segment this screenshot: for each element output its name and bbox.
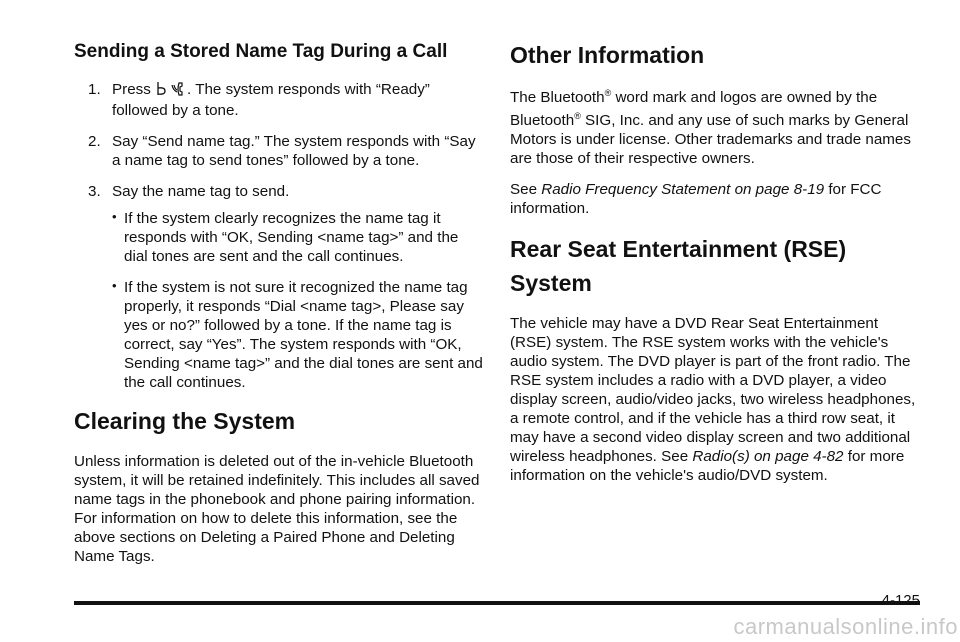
step-number: 1. bbox=[88, 81, 101, 98]
watermark: carmanualsonline.info bbox=[733, 614, 958, 639]
text-run: word mark and logos are owned by the Bluetooth bbox=[510, 89, 878, 130]
rse-paragraph bbox=[510, 314, 920, 485]
bluetooth-trademark-paragraph bbox=[510, 84, 920, 168]
heading-clearing-system: Clearing the System bbox=[74, 408, 296, 434]
push-to-talk-icon bbox=[156, 81, 168, 101]
voice-phone-icon bbox=[170, 81, 186, 101]
bullet-text: If the system clearly recognizes the name tag it responds with “OK, Sending <name tag>” and the dial tones are sent and the call continues. bbox=[124, 210, 459, 265]
registered-mark: ® bbox=[574, 111, 581, 122]
step-text: Say “Send name tag.” The system responds with “Say a name tag to send tones” followed by a tone. bbox=[112, 133, 476, 169]
step-3-bullets bbox=[112, 209, 484, 392]
text-run: for more information on the vehicle's audio/DVD system. bbox=[510, 448, 905, 485]
step-3 bbox=[74, 182, 484, 392]
step-number: 2. bbox=[88, 133, 101, 150]
fcc-paragraph bbox=[510, 180, 920, 218]
step-text: Press bbox=[112, 81, 156, 98]
steps-list bbox=[74, 80, 484, 392]
step-text: . The system responds with “Ready” followed by a tone. bbox=[112, 81, 430, 119]
heading-other-information: Other Information bbox=[510, 42, 705, 68]
radio-page-link[interactable]: Radio(s) on page 4-82 bbox=[692, 448, 844, 466]
step-text: Say the name tag to send. bbox=[112, 183, 290, 200]
bullet-text: If the system is not sure it recognized the name tag properly, it responds “Dial <name tag>, Please say yes or no?” followed by a tone. If the name tag is correct, say “Yes”. The system responds with “OK, Sending <name tag>” and the dial tones are sent and the call continues. bbox=[124, 279, 483, 391]
footer-rule bbox=[74, 601, 920, 605]
bullet-icon: • bbox=[112, 278, 117, 293]
radio-frequency-link[interactable]: Radio Frequency Statement on page 8-19 bbox=[541, 181, 825, 199]
text-run: for FCC information. bbox=[510, 181, 882, 218]
text-run: The Bluetooth bbox=[510, 89, 605, 107]
right-column bbox=[510, 40, 920, 497]
text-run: SIG, Inc. and any use of such marks by General Motors is under license. Other trademarks and trade names are those of their respective owners. bbox=[510, 112, 911, 168]
registered-mark: ® bbox=[604, 88, 612, 98]
step-2 bbox=[74, 132, 484, 170]
heading-sending-stored-name-tag: Sending a Stored Name Tag During a Call bbox=[74, 41, 448, 62]
page-number: 4-125 bbox=[881, 592, 920, 609]
clearing-paragraph: Unless information is deleted out of the in-vehicle Bluetooth system, it will be retained indefinitely. This includes all saved name tags in the phonebook and phone pairing information. For information on how to delete this information, see the above sections on Deleting a Paired Phone and Deleting Name Tags. bbox=[74, 453, 480, 565]
bullet-icon: • bbox=[112, 209, 117, 224]
left-column bbox=[74, 40, 484, 578]
step-1 bbox=[74, 80, 484, 120]
step-number: 3. bbox=[88, 183, 101, 200]
text-run: The vehicle may have a DVD Rear Seat Entertainment (RSE) system. The RSE system works with the vehicle's audio system. The DVD player is part of the front radio. The RSE system includes a radio with a DVD player, a video display screen, audio/video jacks, two wireless headphones, a remote control, and if the vehicle has a third row seat, it may have a second video display screen and two additional wireless headphones. See bbox=[510, 315, 916, 466]
heading-rse-system: Rear Seat Entertainment (RSE) System bbox=[510, 236, 847, 297]
text-run: See bbox=[510, 181, 542, 199]
bullet-item bbox=[112, 278, 484, 392]
bullet-item bbox=[112, 209, 484, 266]
